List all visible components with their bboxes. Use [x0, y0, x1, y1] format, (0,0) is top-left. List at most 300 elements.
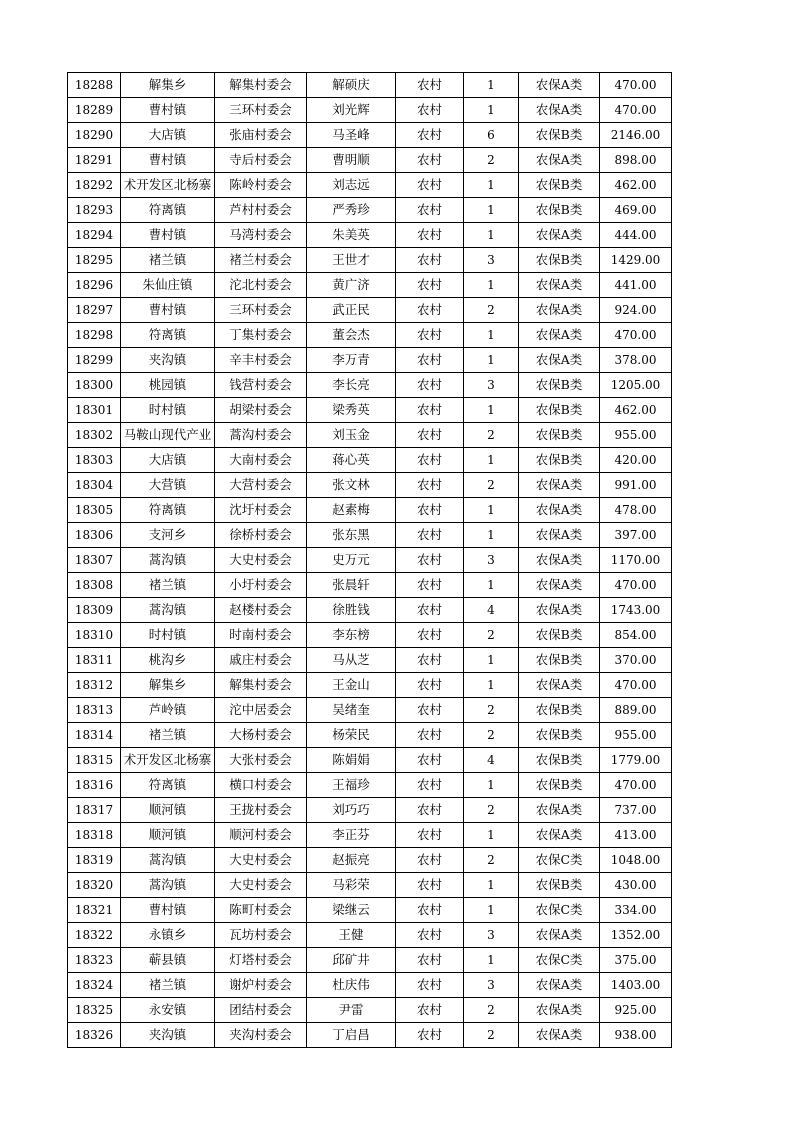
township-cell: 曹村镇 [121, 898, 215, 923]
household-count-cell: 1 [464, 898, 519, 923]
insurance-category-cell: 农保A类 [519, 498, 600, 523]
insurance-category-cell: 农保B类 [519, 723, 600, 748]
table-row [68, 973, 672, 998]
household-count-cell: 3 [464, 973, 519, 998]
area-type-cell: 农村 [396, 573, 464, 598]
township-cell: 解集乡 [121, 73, 215, 98]
township-cell: 褚兰镇 [121, 723, 215, 748]
serial-number-cell: 18290 [68, 123, 121, 148]
township-cell: 永安镇 [121, 998, 215, 1023]
village-committee-cell: 丁集村委会 [215, 323, 307, 348]
name-cell: 吴绪奎 [307, 698, 396, 723]
insurance-category-cell: 农保B类 [519, 398, 600, 423]
household-count-cell: 2 [464, 698, 519, 723]
insurance-category-cell: 农保B类 [519, 748, 600, 773]
name-cell: 杨荣民 [307, 723, 396, 748]
serial-number-cell: 18295 [68, 248, 121, 273]
serial-number-cell: 18318 [68, 823, 121, 848]
table-row [68, 223, 672, 248]
insurance-category-cell: 农保B类 [519, 648, 600, 673]
serial-number-cell: 18320 [68, 873, 121, 898]
serial-number-cell: 18297 [68, 298, 121, 323]
amount-cell: 470.00 [600, 98, 672, 123]
household-count-cell: 1 [464, 173, 519, 198]
village-committee-cell: 王拢村委会 [215, 798, 307, 823]
township-cell: 朱仙庄镇 [121, 273, 215, 298]
table-row [68, 623, 672, 648]
insurance-category-cell: 农保A类 [519, 998, 600, 1023]
household-count-cell: 1 [464, 398, 519, 423]
name-cell: 朱美英 [307, 223, 396, 248]
amount-cell: 470.00 [600, 773, 672, 798]
household-count-cell: 3 [464, 373, 519, 398]
household-count-cell: 2 [464, 298, 519, 323]
name-cell: 史万元 [307, 548, 396, 573]
area-type-cell: 农村 [396, 273, 464, 298]
insurance-category-cell: 农保A类 [519, 348, 600, 373]
township-cell: 大店镇 [121, 123, 215, 148]
area-type-cell: 农村 [396, 323, 464, 348]
area-type-cell: 农村 [396, 123, 464, 148]
village-committee-cell: 芦村村委会 [215, 198, 307, 223]
serial-number-cell: 18296 [68, 273, 121, 298]
village-committee-cell: 大史村委会 [215, 848, 307, 873]
table-row [68, 648, 672, 673]
village-committee-cell: 沈圩村委会 [215, 498, 307, 523]
township-cell: 蒿沟镇 [121, 548, 215, 573]
serial-number-cell: 18316 [68, 773, 121, 798]
amount-cell: 370.00 [600, 648, 672, 673]
name-cell: 李东榜 [307, 623, 396, 648]
amount-cell: 470.00 [600, 323, 672, 348]
township-cell: 褚兰镇 [121, 248, 215, 273]
area-type-cell: 农村 [396, 873, 464, 898]
serial-number-cell: 18289 [68, 98, 121, 123]
serial-number-cell: 18306 [68, 523, 121, 548]
name-cell: 赵素梅 [307, 498, 396, 523]
area-type-cell: 农村 [396, 748, 464, 773]
township-cell: 符离镇 [121, 323, 215, 348]
township-cell: 蒿沟镇 [121, 598, 215, 623]
name-cell: 邱矿井 [307, 948, 396, 973]
household-count-cell: 1 [464, 273, 519, 298]
amount-cell: 1170.00 [600, 548, 672, 573]
village-committee-cell: 马湾村委会 [215, 223, 307, 248]
table-row [68, 748, 672, 773]
township-cell: 时村镇 [121, 398, 215, 423]
household-count-cell: 2 [464, 1023, 519, 1048]
name-cell: 马彩荣 [307, 873, 396, 898]
serial-number-cell: 18314 [68, 723, 121, 748]
household-count-cell: 2 [464, 623, 519, 648]
village-committee-cell: 团结村委会 [215, 998, 307, 1023]
township-cell: 蕲县镇 [121, 948, 215, 973]
insurance-category-cell: 农保A类 [519, 673, 600, 698]
household-count-cell: 3 [464, 548, 519, 573]
area-type-cell: 农村 [396, 698, 464, 723]
township-cell: 蒿沟镇 [121, 873, 215, 898]
name-cell: 马从芝 [307, 648, 396, 673]
area-type-cell: 农村 [396, 948, 464, 973]
table-row [68, 598, 672, 623]
table-row [68, 923, 672, 948]
household-count-cell: 2 [464, 423, 519, 448]
amount-cell: 1403.00 [600, 973, 672, 998]
village-committee-cell: 大南村委会 [215, 448, 307, 473]
serial-number-cell: 18315 [68, 748, 121, 773]
amount-cell: 462.00 [600, 398, 672, 423]
household-count-cell: 2 [464, 998, 519, 1023]
serial-number-cell: 18288 [68, 73, 121, 98]
serial-number-cell: 18302 [68, 423, 121, 448]
insurance-category-cell: 农保B类 [519, 773, 600, 798]
amount-cell: 441.00 [600, 273, 672, 298]
township-cell: 曹村镇 [121, 148, 215, 173]
village-committee-cell: 灯塔村委会 [215, 948, 307, 973]
serial-number-cell: 18317 [68, 798, 121, 823]
area-type-cell: 农村 [396, 798, 464, 823]
name-cell: 武正民 [307, 298, 396, 323]
name-cell: 黄广济 [307, 273, 396, 298]
village-committee-cell: 大史村委会 [215, 548, 307, 573]
amount-cell: 955.00 [600, 423, 672, 448]
area-type-cell: 农村 [396, 973, 464, 998]
household-count-cell: 1 [464, 73, 519, 98]
table-body [68, 73, 672, 1048]
table-row [68, 873, 672, 898]
village-committee-cell: 大史村委会 [215, 873, 307, 898]
insurance-category-cell: 农保A类 [519, 923, 600, 948]
name-cell: 刘志远 [307, 173, 396, 198]
household-count-cell: 1 [464, 573, 519, 598]
insurance-category-cell: 农保C类 [519, 848, 600, 873]
name-cell: 尹雷 [307, 998, 396, 1023]
amount-cell: 413.00 [600, 823, 672, 848]
name-cell: 张东黑 [307, 523, 396, 548]
serial-number-cell: 18298 [68, 323, 121, 348]
township-cell: 顺河镇 [121, 823, 215, 848]
table-row [68, 498, 672, 523]
insurance-category-cell: 农保B类 [519, 123, 600, 148]
area-type-cell: 农村 [396, 523, 464, 548]
township-cell: 符离镇 [121, 198, 215, 223]
area-type-cell: 农村 [396, 198, 464, 223]
village-committee-cell: 沱北村委会 [215, 273, 307, 298]
household-count-cell: 1 [464, 523, 519, 548]
area-type-cell: 农村 [396, 223, 464, 248]
area-type-cell: 农村 [396, 498, 464, 523]
insurance-category-cell: 农保C类 [519, 948, 600, 973]
township-cell: 大店镇 [121, 448, 215, 473]
village-committee-cell: 蒿沟村委会 [215, 423, 307, 448]
serial-number-cell: 18322 [68, 923, 121, 948]
township-cell: 夹沟镇 [121, 1023, 215, 1048]
township-cell: 永镇乡 [121, 923, 215, 948]
township-cell: 桃园镇 [121, 373, 215, 398]
amount-cell: 1429.00 [600, 248, 672, 273]
insurance-category-cell: 农保A类 [519, 73, 600, 98]
village-committee-cell: 寺后村委会 [215, 148, 307, 173]
table-row [68, 273, 672, 298]
amount-cell: 334.00 [600, 898, 672, 923]
area-type-cell: 农村 [396, 448, 464, 473]
amount-cell: 430.00 [600, 873, 672, 898]
area-type-cell: 农村 [396, 298, 464, 323]
table-row [68, 123, 672, 148]
serial-number-cell: 18299 [68, 348, 121, 373]
serial-number-cell: 18308 [68, 573, 121, 598]
table-row [68, 73, 672, 98]
insurance-category-cell: 农保A类 [519, 548, 600, 573]
village-committee-cell: 夹沟村委会 [215, 1023, 307, 1048]
name-cell: 王金山 [307, 673, 396, 698]
insurance-category-cell: 农保A类 [519, 523, 600, 548]
amount-cell: 889.00 [600, 698, 672, 723]
serial-number-cell: 18305 [68, 498, 121, 523]
amount-cell: 444.00 [600, 223, 672, 248]
village-committee-cell: 张庙村委会 [215, 123, 307, 148]
table-row [68, 948, 672, 973]
table-row [68, 723, 672, 748]
name-cell: 刘光辉 [307, 98, 396, 123]
area-type-cell: 农村 [396, 373, 464, 398]
amount-cell: 470.00 [600, 673, 672, 698]
amount-cell: 2146.00 [600, 123, 672, 148]
insurance-category-cell: 农保B类 [519, 423, 600, 448]
table-row [68, 248, 672, 273]
name-cell: 蒋心英 [307, 448, 396, 473]
amount-cell: 991.00 [600, 473, 672, 498]
village-committee-cell: 大营村委会 [215, 473, 307, 498]
household-count-cell: 1 [464, 648, 519, 673]
serial-number-cell: 18319 [68, 848, 121, 873]
area-type-cell: 农村 [396, 823, 464, 848]
village-committee-cell: 顺河村委会 [215, 823, 307, 848]
name-cell: 王世才 [307, 248, 396, 273]
area-type-cell: 农村 [396, 248, 464, 273]
amount-cell: 375.00 [600, 948, 672, 973]
table-row [68, 998, 672, 1023]
table-row [68, 398, 672, 423]
insurance-category-cell: 农保A类 [519, 473, 600, 498]
area-type-cell: 农村 [396, 923, 464, 948]
township-cell: 术开发区北杨寨 [121, 173, 215, 198]
amount-cell: 469.00 [600, 198, 672, 223]
insurance-category-cell: 农保C类 [519, 898, 600, 923]
township-cell: 马鞍山现代产业 [121, 423, 215, 448]
amount-cell: 737.00 [600, 798, 672, 823]
table-row [68, 98, 672, 123]
household-count-cell: 1 [464, 873, 519, 898]
insurance-category-cell: 农保A类 [519, 298, 600, 323]
insurance-category-cell: 农保A类 [519, 823, 600, 848]
township-cell: 解集乡 [121, 673, 215, 698]
area-type-cell: 农村 [396, 398, 464, 423]
insurance-category-cell: 农保B类 [519, 173, 600, 198]
township-cell: 支河乡 [121, 523, 215, 548]
township-cell: 褚兰镇 [121, 973, 215, 998]
serial-number-cell: 18312 [68, 673, 121, 698]
village-committee-cell: 解集村委会 [215, 673, 307, 698]
serial-number-cell: 18311 [68, 648, 121, 673]
table-row [68, 798, 672, 823]
insurance-category-cell: 农保A类 [519, 573, 600, 598]
serial-number-cell: 18294 [68, 223, 121, 248]
area-type-cell: 农村 [396, 348, 464, 373]
village-committee-cell: 三环村委会 [215, 98, 307, 123]
village-committee-cell: 辛丰村委会 [215, 348, 307, 373]
table-row [68, 573, 672, 598]
serial-number-cell: 18304 [68, 473, 121, 498]
serial-number-cell: 18300 [68, 373, 121, 398]
table-row [68, 298, 672, 323]
township-cell: 蒿沟镇 [121, 848, 215, 873]
township-cell: 夹沟镇 [121, 348, 215, 373]
serial-number-cell: 18301 [68, 398, 121, 423]
area-type-cell: 农村 [396, 423, 464, 448]
area-type-cell: 农村 [396, 548, 464, 573]
insurance-category-cell: 农保B类 [519, 198, 600, 223]
table-row [68, 448, 672, 473]
area-type-cell: 农村 [396, 98, 464, 123]
household-count-cell: 2 [464, 798, 519, 823]
name-cell: 曹明顺 [307, 148, 396, 173]
insurance-category-cell: 农保B类 [519, 873, 600, 898]
township-cell: 曹村镇 [121, 98, 215, 123]
village-committee-cell: 陈町村委会 [215, 898, 307, 923]
household-count-cell: 6 [464, 123, 519, 148]
serial-number-cell: 18325 [68, 998, 121, 1023]
name-cell: 马圣峰 [307, 123, 396, 148]
township-cell: 符离镇 [121, 498, 215, 523]
name-cell: 王福珍 [307, 773, 396, 798]
serial-number-cell: 18326 [68, 1023, 121, 1048]
table-row [68, 348, 672, 373]
area-type-cell: 农村 [396, 848, 464, 873]
insurance-category-cell: 农保A类 [519, 598, 600, 623]
serial-number-cell: 18323 [68, 948, 121, 973]
household-count-cell: 1 [464, 348, 519, 373]
household-count-cell: 4 [464, 748, 519, 773]
table-row [68, 898, 672, 923]
village-committee-cell: 大张村委会 [215, 748, 307, 773]
township-cell: 术开发区北杨寨 [121, 748, 215, 773]
household-count-cell: 3 [464, 923, 519, 948]
household-count-cell: 1 [464, 223, 519, 248]
name-cell: 董会杰 [307, 323, 396, 348]
serial-number-cell: 18293 [68, 198, 121, 223]
area-type-cell: 农村 [396, 173, 464, 198]
village-committee-cell: 戚庄村委会 [215, 648, 307, 673]
serial-number-cell: 18321 [68, 898, 121, 923]
area-type-cell: 农村 [396, 648, 464, 673]
serial-number-cell: 18313 [68, 698, 121, 723]
table-row [68, 198, 672, 223]
area-type-cell: 农村 [396, 148, 464, 173]
serial-number-cell: 18324 [68, 973, 121, 998]
village-committee-cell: 三环村委会 [215, 298, 307, 323]
insurance-category-cell: 农保B类 [519, 248, 600, 273]
village-committee-cell: 褚兰村委会 [215, 248, 307, 273]
serial-number-cell: 18307 [68, 548, 121, 573]
township-cell: 桃沟乡 [121, 648, 215, 673]
insurance-category-cell: 农保A类 [519, 223, 600, 248]
township-cell: 大营镇 [121, 473, 215, 498]
table-row [68, 423, 672, 448]
amount-cell: 1779.00 [600, 748, 672, 773]
name-cell: 张文林 [307, 473, 396, 498]
township-cell: 曹村镇 [121, 223, 215, 248]
area-type-cell: 农村 [396, 73, 464, 98]
area-type-cell: 农村 [396, 898, 464, 923]
village-committee-cell: 谢炉村委会 [215, 973, 307, 998]
area-type-cell: 农村 [396, 773, 464, 798]
area-type-cell: 农村 [396, 1023, 464, 1048]
amount-cell: 955.00 [600, 723, 672, 748]
table-row [68, 523, 672, 548]
insurance-category-cell: 农保B类 [519, 448, 600, 473]
household-count-cell: 2 [464, 723, 519, 748]
household-count-cell: 1 [464, 498, 519, 523]
household-count-cell: 4 [464, 598, 519, 623]
township-cell: 时村镇 [121, 623, 215, 648]
household-count-cell: 1 [464, 198, 519, 223]
township-cell: 芦岭镇 [121, 698, 215, 723]
name-cell: 陈娟娟 [307, 748, 396, 773]
name-cell: 梁秀英 [307, 398, 396, 423]
table-row [68, 148, 672, 173]
amount-cell: 470.00 [600, 73, 672, 98]
village-committee-cell: 赵楼村委会 [215, 598, 307, 623]
village-committee-cell: 胡梁村委会 [215, 398, 307, 423]
township-cell: 符离镇 [121, 773, 215, 798]
household-count-cell: 3 [464, 248, 519, 273]
insurance-category-cell: 农保A类 [519, 98, 600, 123]
household-count-cell: 2 [464, 848, 519, 873]
amount-cell: 898.00 [600, 148, 672, 173]
household-count-cell: 1 [464, 948, 519, 973]
amount-cell: 1205.00 [600, 373, 672, 398]
household-count-cell: 2 [464, 473, 519, 498]
village-committee-cell: 横口村委会 [215, 773, 307, 798]
household-count-cell: 1 [464, 773, 519, 798]
area-type-cell: 农村 [396, 473, 464, 498]
amount-cell: 478.00 [600, 498, 672, 523]
data-table [67, 72, 672, 1048]
name-cell: 李长亮 [307, 373, 396, 398]
amount-cell: 924.00 [600, 298, 672, 323]
village-committee-cell: 小圩村委会 [215, 573, 307, 598]
name-cell: 杜庆伟 [307, 973, 396, 998]
insurance-category-cell: 农保A类 [519, 148, 600, 173]
table-row [68, 673, 672, 698]
table-row [68, 1023, 672, 1048]
amount-cell: 1743.00 [600, 598, 672, 623]
household-count-cell: 1 [464, 98, 519, 123]
amount-cell: 1048.00 [600, 848, 672, 873]
name-cell: 王健 [307, 923, 396, 948]
serial-number-cell: 18303 [68, 448, 121, 473]
village-committee-cell: 时南村委会 [215, 623, 307, 648]
village-committee-cell: 瓦坊村委会 [215, 923, 307, 948]
insurance-category-cell: 农保A类 [519, 798, 600, 823]
amount-cell: 470.00 [600, 573, 672, 598]
name-cell: 徐胜钱 [307, 598, 396, 623]
area-type-cell: 农村 [396, 598, 464, 623]
insurance-category-cell: 农保B类 [519, 698, 600, 723]
insurance-category-cell: 农保B类 [519, 373, 600, 398]
village-committee-cell: 沱中居委会 [215, 698, 307, 723]
